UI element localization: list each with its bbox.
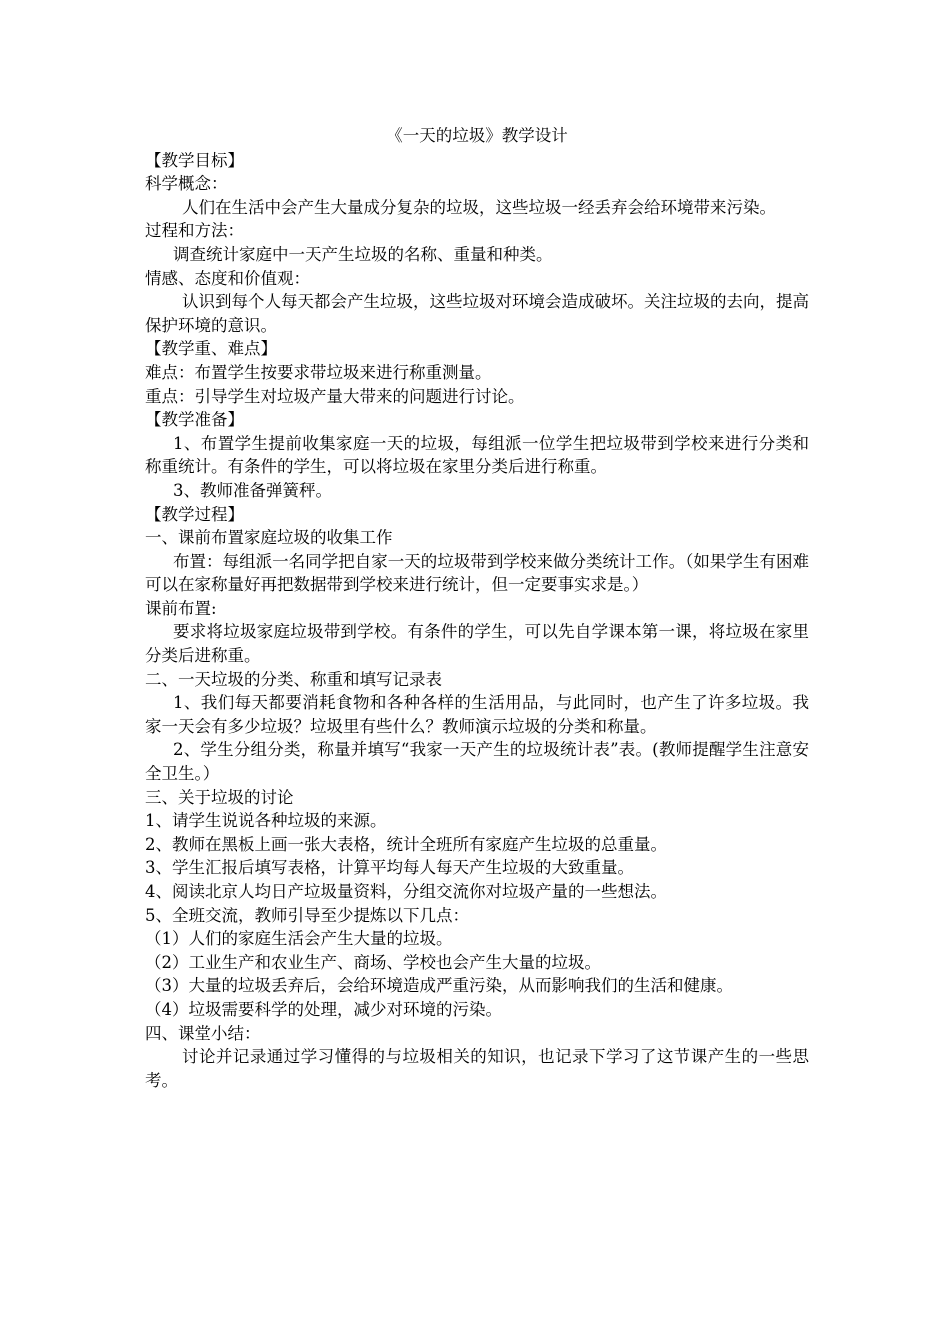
document-page [145,124,809,1092]
difficulty-text: 难点：布置学生按要求带垃圾来进行称重测量。 [145,362,492,382]
prep-heading: 【教学准备】 [145,410,244,430]
process-text: 调查统计家庭中一天产生垃圾的名称、重量和种类。 [173,244,553,264]
objectives-heading: 【教学目标】 [145,150,244,170]
list-item: 5、全班交流，教师引导至少提炼以下几点： [145,905,469,925]
step1-text: 布置：每组派一名同学把自家一天的垃圾带到学校来做分类统计工作。（如果学生有困难可以在家称量好再把数据带到学校来进行统计，但一定要事实求是。） [145,551,809,595]
step1-heading: 一、课前布置家庭垃圾的收集工作 [145,528,393,548]
concept-label: 科学概念： [145,174,228,194]
list-item: （1）人们的家庭生活会产生大量的垃圾。 [145,929,453,949]
list-item: （4）垃圾需要科学的处理，减少对环境的污染。 [145,999,502,1019]
step2-item-1: 1、我们每天都要消耗食物和各种各样的生活用品，与此同时，也产生了许多垃圾。我家一天会有多少垃圾？垃圾里有些什么？教师演示垃圾的分类和称量。 [145,693,809,736]
document-title: 《一天的垃圾》教学设计 [386,126,568,145]
prep-item-3: 3、教师准备弹簧秤。 [173,480,332,500]
pre-class-label: 课前布置: [145,598,217,618]
process-label: 过程和方法： [145,221,244,241]
focus-text: 重点：引导学生对垃圾产量大带来的问题进行讨论。 [145,386,525,406]
emotion-label: 情感、态度和价值观： [145,268,310,288]
step3-heading: 三、关于垃圾的讨论 [145,787,294,807]
list-item: 3、学生汇报后填写表格，计算平均每人每天产生垃圾的大致重量。 [145,858,634,878]
list-item: （3）大量的垃圾丢弃后，会给环境造成严重污染，从而影响我们的生活和健康。 [145,976,733,996]
step4-text: 讨论并记录通过学习懂得的与垃圾相关的知识，也记录下学习了这节课产生的一些思考。 [145,1047,809,1090]
list-item: 4、阅读北京人均日产垃圾量资料，分组交流你对垃圾产量的一些想法。 [145,882,667,901]
list-item: （2）工业生产和农业生产、商场、学校也会产生大量的垃圾。 [145,952,601,972]
list-item: 2、教师在黑板上画一张大表格，统计全班所有家庭产生垃圾的总重量。 [145,834,667,854]
step2-item-2: 2、学生分组分类，称量并填写“我家一天产生的垃圾统计表”表。(教师提醒学生注意安全卫生。） [145,740,809,784]
keypoints-heading: 【教学重、难点】 [145,339,277,359]
concept-text: 人们在生活中会产生大量成分复杂的垃圾，这些垃圾一经丢弃会给环境带来污染。 [182,197,776,217]
pre-class-text: 要求将垃圾家庭垃圾带到学校。有条件的学生，可以先自学课本第一课，将垃圾在家里分类后进称重。 [145,622,809,666]
emotion-text: 认识到每个人每天都会产生垃圾，这些垃圾对环境会造成破坏。关注垃圾的去向，提高保护环境的意识。 [145,292,809,335]
prep-item-1: 1、布置学生提前收集家庭一天的垃圾，每组派一位学生把垃圾带到学校来进行分类和称重统计。有条件的学生，可以将垃圾在家里分类后进行称重。 [145,433,809,477]
step2-heading: 二、一天垃圾的分类、称重和填写记录表 [145,669,442,689]
list-item: 1、请学生说说各种垃圾的来源。 [145,811,387,831]
process-heading: 【教学过程】 [145,504,244,524]
step4-heading: 四、课堂小结： [145,1023,261,1043]
